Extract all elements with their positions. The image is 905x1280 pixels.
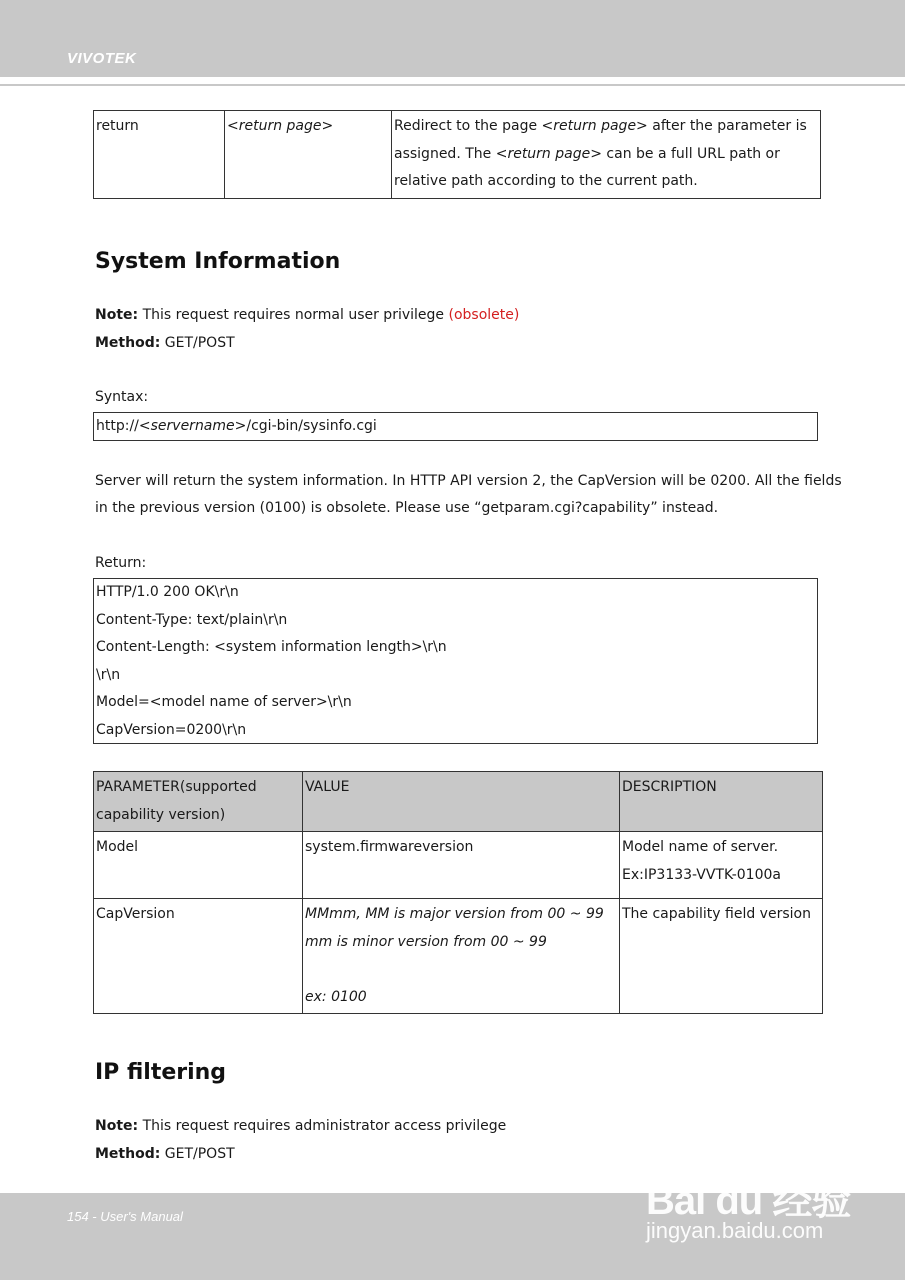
note-line: Note: This request requires normal user privilege (obsolete) bbox=[95, 307, 520, 323]
return-line: Content-Type: text/plain\r\n bbox=[96, 611, 288, 628]
description-cell: Redirect to the page <return page> after the parameter is assigned. The <return page> can be a full URL path or relative path according to the current path. bbox=[392, 111, 821, 199]
syntax-label: Syntax: bbox=[95, 389, 149, 405]
table-header-row bbox=[94, 772, 823, 832]
return-line: \r\n bbox=[96, 666, 121, 683]
sysinfo-param-table bbox=[93, 771, 823, 1014]
param-cell: CapVersion bbox=[94, 899, 303, 1014]
method-line: Method: GET/POST bbox=[95, 335, 235, 351]
table-row bbox=[94, 899, 823, 1014]
watermark-url: jingyan.baidu.com bbox=[646, 1218, 824, 1243]
return-label: Return: bbox=[95, 555, 147, 571]
header-rule bbox=[0, 84, 905, 86]
return-line: Model=<model name of server>\r\n bbox=[96, 694, 352, 710]
table-row bbox=[94, 111, 821, 199]
value-cell: <return page> bbox=[225, 111, 392, 199]
note-line: Note: This request requires administrator access privilege bbox=[95, 1118, 507, 1134]
description-line-1: Server will return the system information. In HTTP API version 2, the CapVersion will be 0200. All the fields bbox=[95, 473, 842, 489]
param-cell: Model bbox=[94, 832, 303, 899]
value-cell: MMmm, MM is major version from 00 ~ 99 mm is minor version from 00 ~ 99 ex: 0100 bbox=[303, 899, 620, 1014]
method-line: Method: GET/POST bbox=[95, 1146, 235, 1162]
return-line: CapVersion=0200\r\n bbox=[96, 721, 247, 738]
syntax-box: http://<servername>/cgi-bin/sysinfo.cgi bbox=[93, 412, 818, 441]
header-description: DESCRIPTION bbox=[620, 772, 823, 832]
description-line-2: in the previous version (0100) is obsolete. Please use “getparam.cgi?capability” instead. bbox=[95, 500, 719, 516]
baidu-watermark bbox=[640, 1145, 855, 1245]
header-value: VALUE bbox=[303, 772, 620, 832]
table-row bbox=[94, 832, 823, 899]
section-title-ip-filtering: IP filtering bbox=[95, 1060, 227, 1085]
description-cell: Model name of server. Ex:IP3133-VVTK-0100a bbox=[620, 832, 823, 899]
header-parameter: PARAMETER(supported capability version) bbox=[94, 772, 303, 832]
value-cell: system.firmwareversion bbox=[303, 832, 620, 899]
watermark-logo: Bai du 经验 bbox=[646, 1179, 851, 1223]
return-line: HTTP/1.0 200 OK\r\n bbox=[96, 584, 239, 600]
page-number: 154 - User's Manual bbox=[67, 1209, 183, 1224]
brand-logo: VIVOTEK bbox=[67, 50, 137, 67]
return-box bbox=[93, 578, 818, 744]
section-title-system-information: System Information bbox=[95, 249, 341, 274]
return-param-table bbox=[93, 110, 821, 199]
description-cell: The capability field version bbox=[620, 899, 823, 1014]
return-line: Content-Length: <system information length>\r\n bbox=[96, 639, 447, 655]
param-cell: return bbox=[94, 111, 225, 199]
obsolete-tag: (obsolete) bbox=[448, 307, 520, 323]
